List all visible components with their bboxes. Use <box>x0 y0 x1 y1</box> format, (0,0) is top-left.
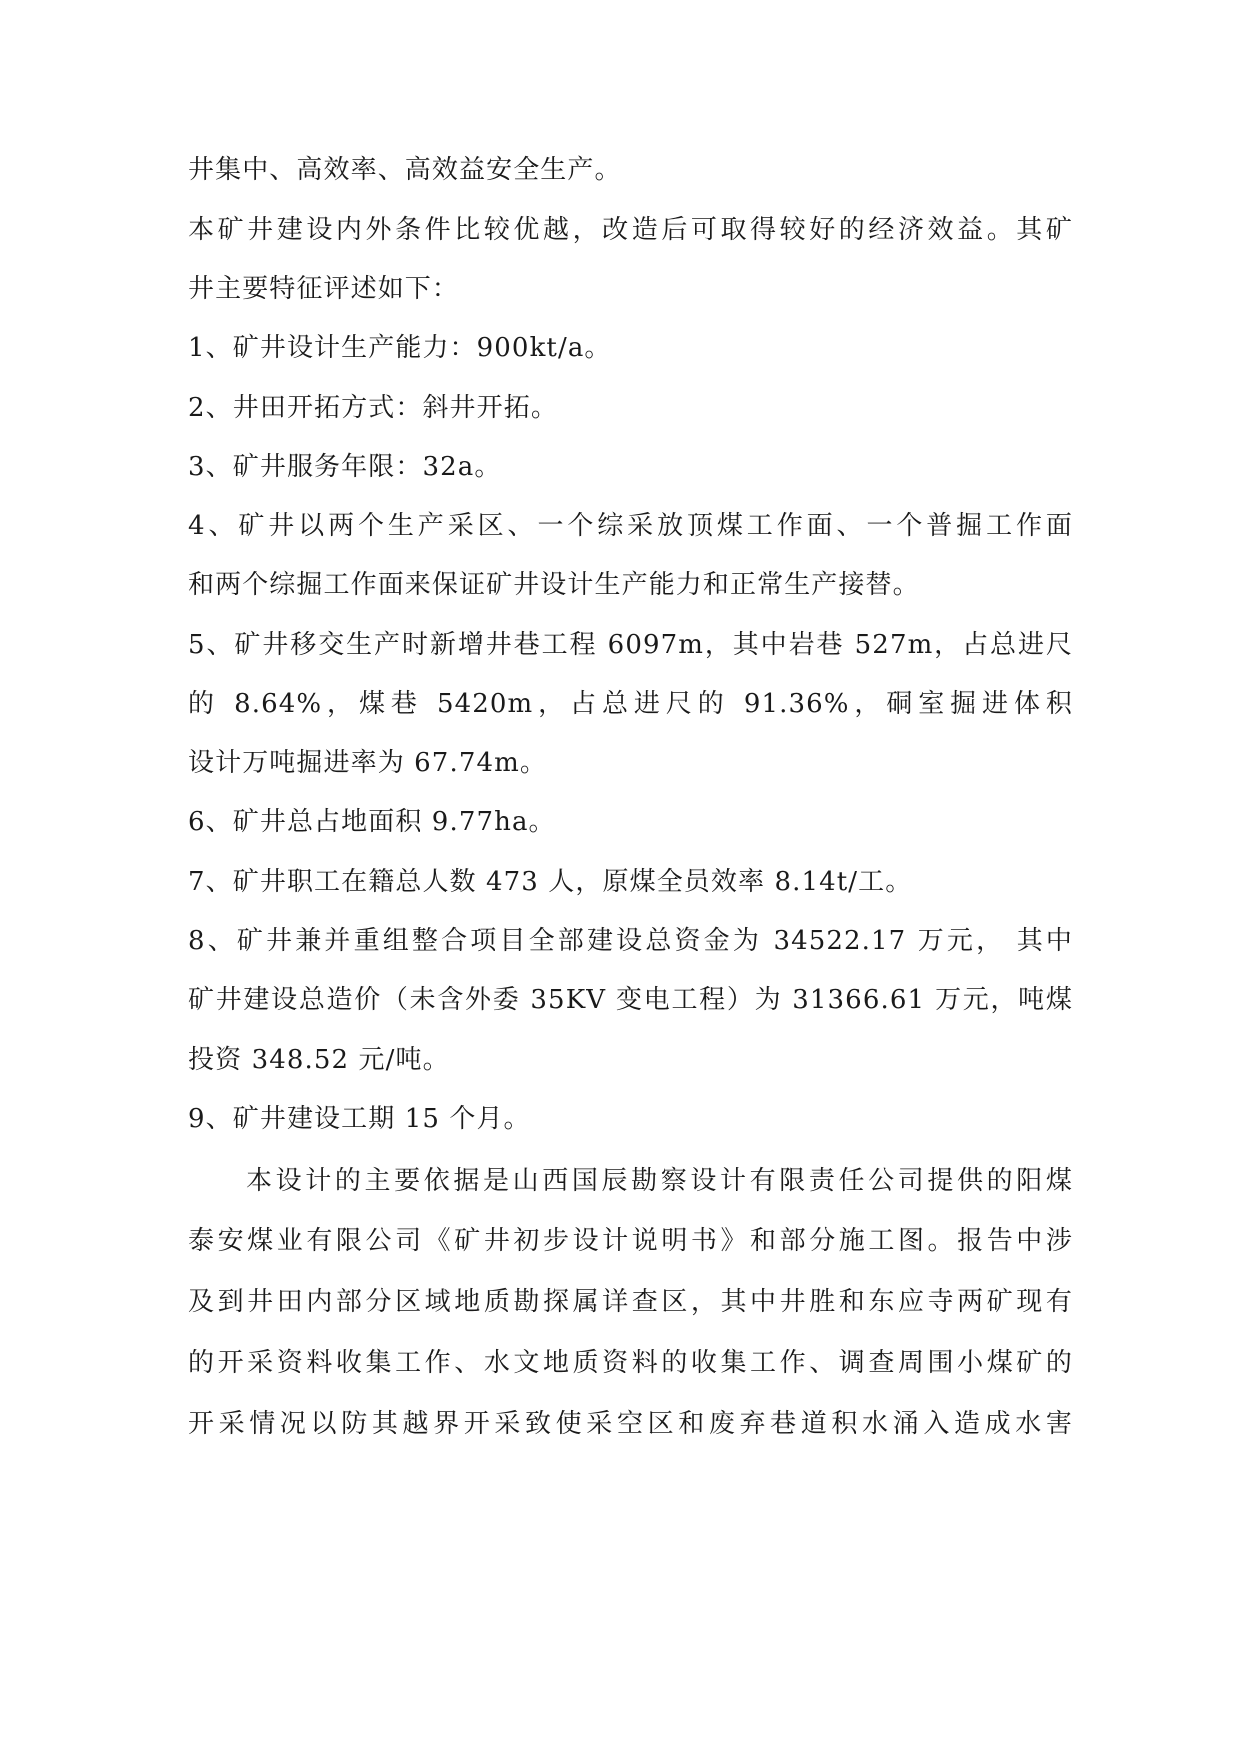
list-item: 6、矿井总占地面积 9.77ha。 <box>188 807 556 837</box>
text-line: 井集中、高效率、高效益安全生产。 <box>188 155 622 185</box>
text-line: 的 8.64%，煤巷 5420m，占总进尺的 91.36%，硐室掘进体积 <box>188 689 1073 719</box>
list-item: 2、井田开拓方式：斜井开拓。 <box>188 393 558 423</box>
text-line: 本矿井建设内外条件比较优越，改造后可取得较好的经济效益。其矿 <box>188 215 1073 245</box>
paragraph-first-line: 本设计的主要依据是山西国辰勘察设计有限责任公司提供的阳煤 <box>246 1166 1073 1196</box>
list-item: 8、矿井兼并重组整合项目全部建设总资金为 34522.17 万元， 其中 <box>188 926 1073 956</box>
text-line: 及到井田内部分区域地质勘探属详查区，其中井胜和东应寺两矿现有 <box>188 1287 1073 1317</box>
list-item: 3、矿井服务年限：32a。 <box>188 452 502 482</box>
text-line: 开采情况以防其越界开采致使采空区和废弃巷道积水涌入造成水害 <box>188 1409 1073 1439</box>
list-item: 4、矿井以两个生产采区、一个综采放顶煤工作面、一个普掘工作面 <box>188 511 1073 541</box>
text-line: 的开采资料收集工作、水文地质资料的收集工作、调查周围小煤矿的 <box>188 1348 1073 1378</box>
list-item: 1、矿井设计生产能力：900kt/a。 <box>188 333 612 363</box>
list-item: 5、矿井移交生产时新增井巷工程 6097m，其中岩巷 527m，占总进尺 <box>188 630 1073 660</box>
text-line: 矿井建设总造价（未含外委 35KV 变电工程）为 31366.61 万元，吨煤 <box>188 985 1073 1015</box>
text-line: 泰安煤业有限公司《矿井初步设计说明书》和部分施工图。报告中涉 <box>188 1226 1073 1256</box>
text-line: 井主要特征评述如下： <box>188 274 460 304</box>
list-item: 9、矿井建设工期 15 个月。 <box>188 1104 531 1134</box>
text-line: 和两个综掘工作面来保证矿井设计生产能力和正常生产接替。 <box>188 570 920 600</box>
list-item: 7、矿井职工在籍总人数 473 人，原煤全员效率 8.14t/工。 <box>188 867 913 897</box>
text-line: 投资 348.52 元/吨。 <box>188 1045 450 1075</box>
text-line: 设计万吨掘进率为 67.74m。 <box>188 748 547 778</box>
